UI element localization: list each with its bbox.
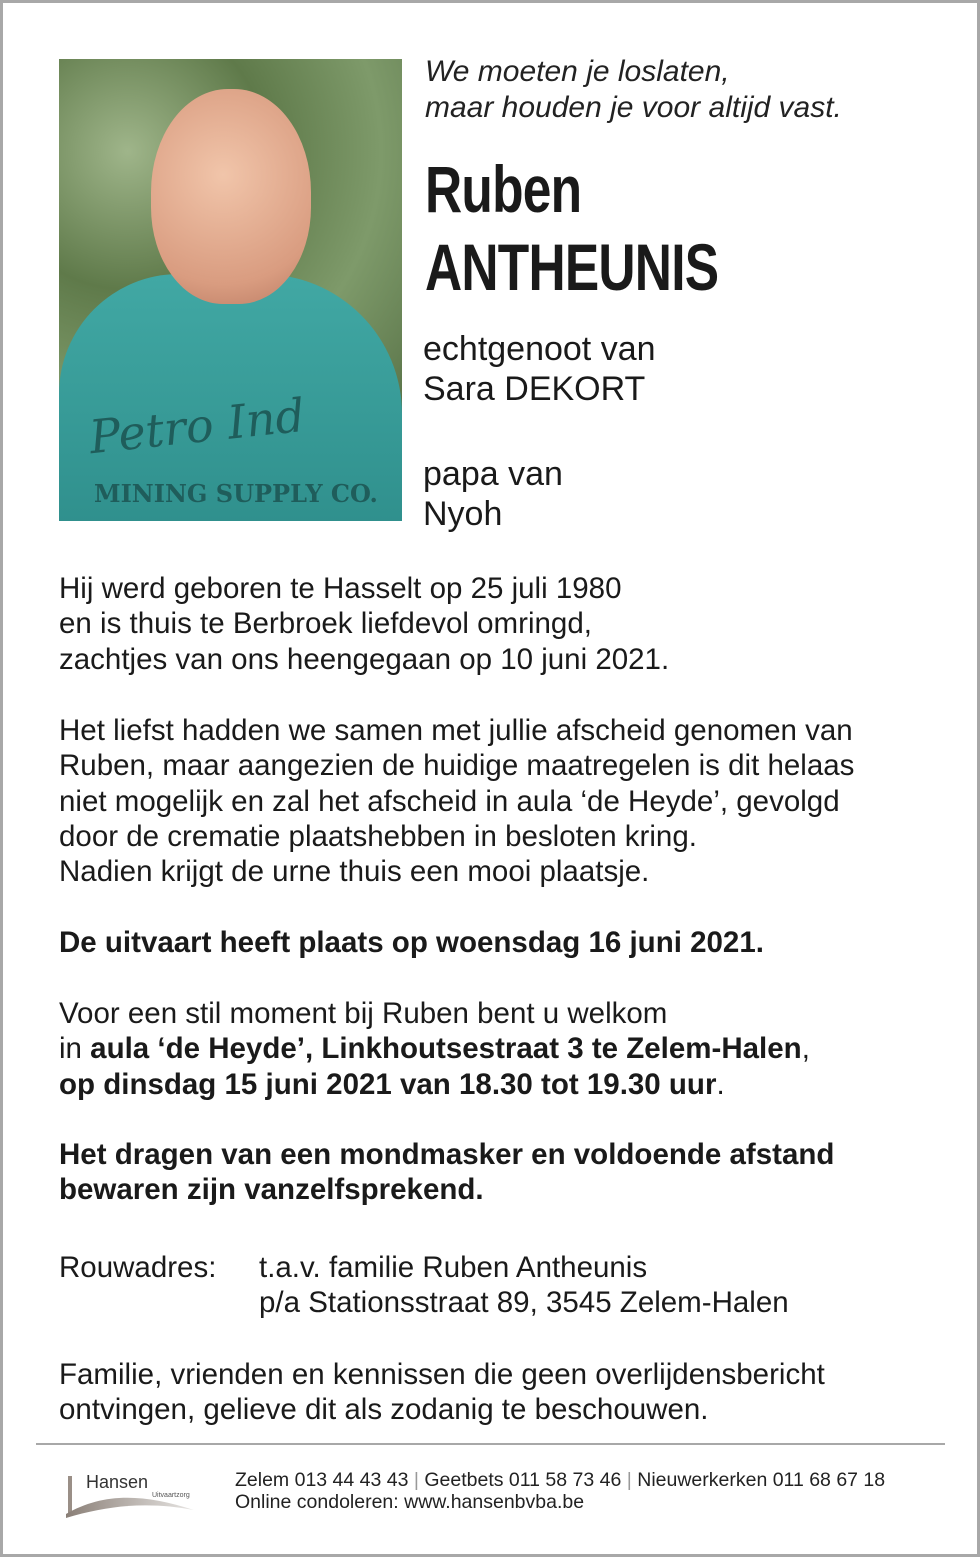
office-nieuwerkerken: Nieuwerkerken 011 68 67 18 — [637, 1469, 886, 1491]
visit-location: aula ‘de Heyde’, Linkhoutsestraat 3 te Zelem-Halen — [90, 1032, 802, 1066]
deceased-name — [425, 150, 718, 306]
mask-notice — [59, 1137, 834, 1208]
address-label: Rouwadres: — [59, 1251, 217, 1284]
quote-line: We moeten je loslaten, — [425, 55, 730, 88]
text-line: Nadien krijgt de urne thuis een mooi plaatsje. — [59, 855, 650, 889]
text-line: Ruben, maar aangezien de huidige maatregelen is dit helaas — [59, 749, 855, 783]
office-zelem: Zelem 013 44 43 43 — [235, 1469, 409, 1491]
first-name: Ruben — [425, 152, 582, 226]
spouse-name: Sara DEKORT — [423, 370, 646, 408]
spouse — [423, 329, 656, 409]
logo-text: Hansen — [86, 1472, 149, 1492]
text-line: en is thuis te Berbroek liefdevol omringd, — [59, 607, 592, 641]
portrait-photo — [59, 59, 402, 521]
birth-death-paragraph — [59, 571, 669, 677]
footer-contact — [235, 1469, 885, 1513]
child-name: Nyoh — [423, 495, 503, 533]
text-line: ontvingen, gelieve dit als zodanig te beschouwen. — [59, 1393, 709, 1427]
address-line: p/a Stationsstraat 89, 3545 Zelem-Halen — [259, 1286, 789, 1320]
text: , — [801, 1032, 810, 1066]
text-line: Familie, vrienden en kennissen die geen overlijdensbericht — [59, 1358, 825, 1391]
quote — [425, 54, 842, 126]
child-label: papa van — [423, 455, 563, 493]
logo-subtext: Uitvaartzorg — [152, 1492, 190, 1499]
closing-paragraph — [59, 1357, 825, 1428]
spouse-label: echtgenoot van — [423, 330, 656, 368]
text-line: door de crematie plaatshebben in besloten kring. — [59, 819, 697, 853]
separator: | — [621, 1469, 638, 1491]
text-line: Het liefst hadden we samen met jullie afscheid genomen van — [59, 714, 853, 747]
visit-paragraph — [59, 996, 810, 1102]
divider — [36, 1443, 945, 1445]
office-geetbets: Geetbets 011 58 73 46 — [424, 1469, 622, 1491]
visit-time: op dinsdag 15 juni 2021 van 18.30 tot 19.30 uur — [59, 1067, 717, 1101]
text: in — [59, 1032, 91, 1066]
last-name: ANTHEUNIS — [425, 230, 719, 304]
head — [151, 89, 311, 304]
text-line: Hij werd geboren te Hasselt op 25 juli 1980 — [59, 572, 622, 605]
shirt-logo: Petro Ind — [86, 387, 308, 465]
mourning-address — [59, 1250, 789, 1320]
online-condolences: Online condoleren: www.hansenbvba.be — [235, 1491, 585, 1513]
text-line: Voor een stil moment bij Ruben bent u welkom — [59, 997, 668, 1030]
separator: | — [408, 1469, 425, 1491]
farewell-paragraph — [59, 713, 854, 889]
hansen-logo — [62, 1468, 197, 1518]
shirt-subtext: MINING SUPPLY CO. — [94, 479, 378, 508]
text-line: bewaren zijn vanzelfsprekend. — [59, 1173, 484, 1207]
quote-line: maar houden je voor altijd vast. — [425, 91, 842, 124]
address-line: t.a.v. familie Ruben Antheunis — [259, 1251, 648, 1284]
text: . — [716, 1067, 725, 1101]
text-line: zachtjes van ons heengegaan op 10 juni 2021. — [59, 642, 670, 676]
text-line: niet mogelijk en zal het afscheid in aula ‘de Heyde’, gevolgd — [59, 784, 840, 818]
text-line: Het dragen van een mondmasker en voldoende afstand — [59, 1138, 835, 1171]
child — [423, 454, 563, 534]
funeral-date: De uitvaart heeft plaats op woensdag 16 juni 2021. — [59, 926, 764, 959]
